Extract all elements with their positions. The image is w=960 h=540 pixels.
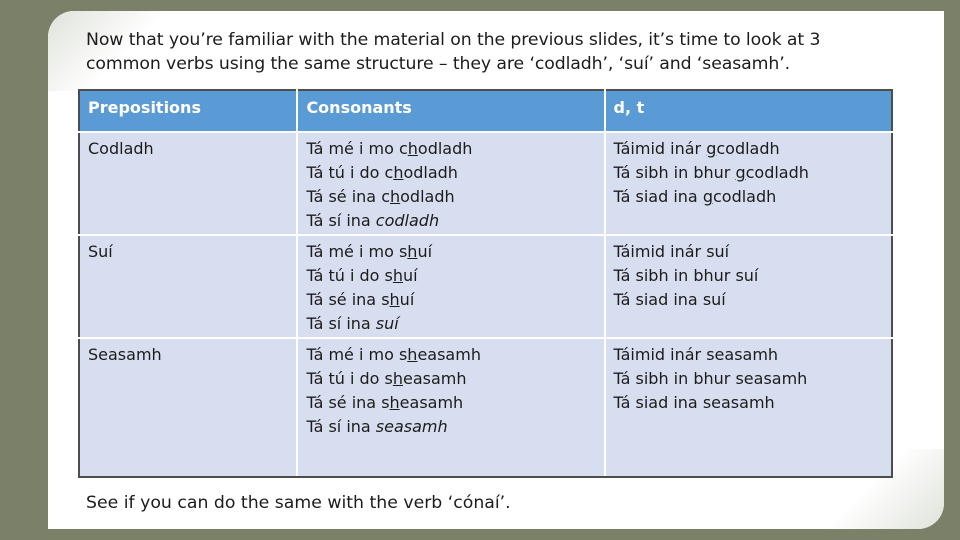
header-d-t: d, t [605, 90, 893, 132]
conjugation-line: Tá sí ina suí [306, 314, 399, 334]
conjugation-line: Tá tú i do sheasamh [306, 369, 467, 389]
verb-table [78, 89, 893, 478]
verb-cell: Suí [79, 235, 297, 338]
conjugation-line: Tá sé ina shuí [306, 290, 415, 310]
consonants-cell [297, 132, 604, 235]
conjugation-line: Tá tú i do shuí [306, 266, 418, 286]
conjugation-line: Tá mé i mo chodladh [306, 139, 473, 159]
table-row [79, 132, 892, 235]
conjugation-line: Táimid inár gcodladh [613, 139, 780, 159]
verb-cell: Codladh [79, 132, 297, 235]
conjugation-line: Táimid inár suí [613, 242, 730, 262]
intro-text: Now that you’re familiar with the material on the previous slides, it’s time to look at 3 common verbs using the same structure – they are ‘codladh’, ‘suí’ and ‘seasamh’. [86, 30, 821, 74]
conjugation-line: Tá siad ina gcodladh [613, 187, 777, 207]
table-row [79, 338, 892, 477]
conjugation-line: Tá sibh in bhur seasamh [613, 369, 808, 389]
conjugation-line: Tá siad ina suí [613, 290, 726, 310]
conjugation-line: Tá sé ina sheasamh [306, 393, 464, 413]
conjugation-line: Tá sibh in bhur suí [613, 266, 759, 286]
conjugation-line: Tá sibh in bhur gcodladh [613, 163, 809, 183]
outro-text: See if you can do the same with the verb ‘cónaí’. [86, 493, 511, 513]
conjugation-line: Tá mé i mo sheasamh [306, 345, 481, 365]
consonants-cell [297, 235, 604, 338]
conjugation-line: Tá tú i do chodladh [306, 163, 458, 183]
table-header-row [79, 90, 892, 132]
header-consonants: Consonants [297, 90, 604, 132]
conjugation-line: Tá siad ina seasamh [613, 393, 775, 413]
conjugation-line: Tá sí ina seasamh [306, 417, 448, 437]
d-t-cell [605, 132, 893, 235]
conjugation-line: Tá sí ina codladh [306, 211, 440, 231]
header-prepositions: Prepositions [79, 90, 297, 132]
verb-cell: Seasamh [79, 338, 297, 477]
conjugation-line: Tá mé i mo shuí [306, 242, 433, 262]
consonants-cell [297, 338, 604, 477]
d-t-cell [605, 235, 893, 338]
d-t-cell [605, 338, 893, 477]
conjugation-line: Táimid inár seasamh [613, 345, 779, 365]
conjugation-line: Tá sé ina chodladh [306, 187, 455, 207]
table-row [79, 235, 892, 338]
